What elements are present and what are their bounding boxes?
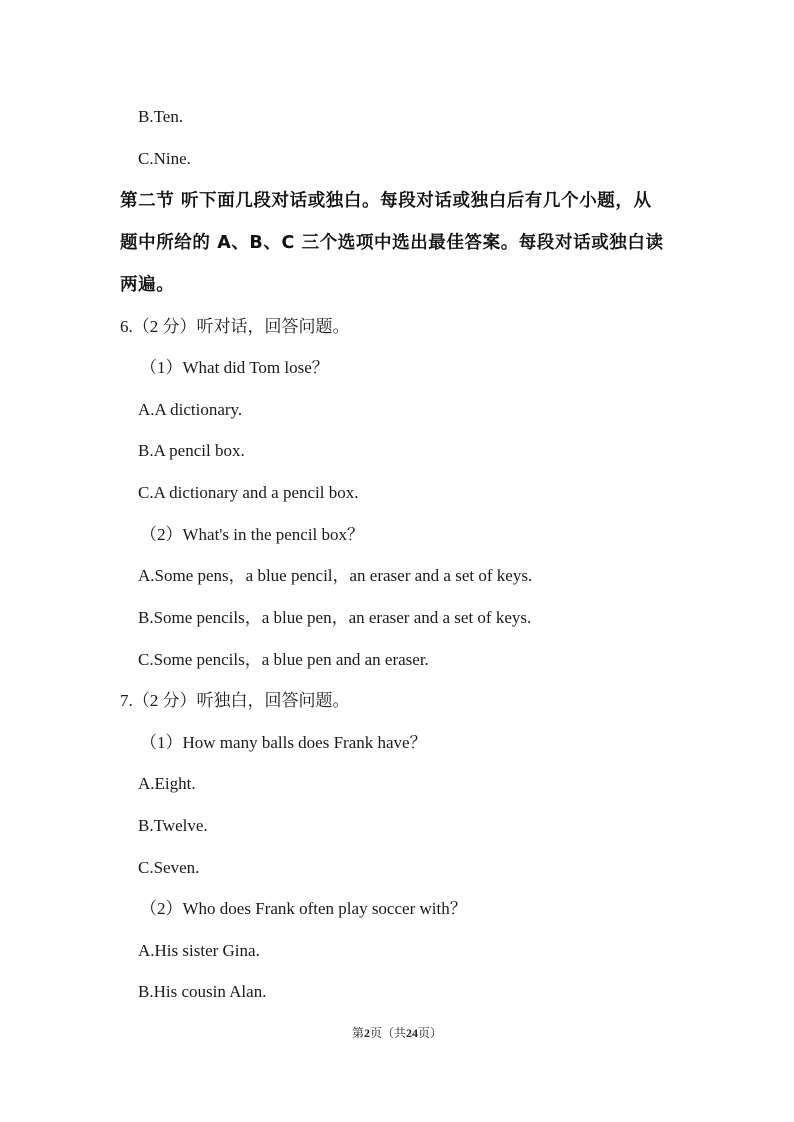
question-7-stem: 7.（2 分）听独白，回答问题。: [120, 691, 350, 710]
question-7-2-option-b: B.His cousin Alan.: [138, 982, 267, 1001]
footer-prefix: 第: [351, 1026, 364, 1040]
footer-total-pages: 24: [406, 1026, 418, 1040]
option-c-nine: C.Nine.: [138, 149, 191, 168]
footer-suffix: 页）: [418, 1026, 443, 1040]
question-6-1-option-a: A.A dictionary.: [138, 400, 243, 419]
question-6-1-option-c: C.A dictionary and a pencil box.: [138, 483, 359, 502]
question-7-1: （1）How many balls does Frank have？: [140, 733, 427, 752]
question-7-1-option-b: B.Twelve.: [138, 816, 208, 835]
question-6-2-option-a: A.Some pens，a blue pencil，an eraser and a set of keys.: [138, 566, 533, 585]
footer-page-number: 2: [363, 1026, 370, 1040]
section-line-2: 题中所给的 A、B、C 三个选项中选出最佳答案。每段对话或独白读: [120, 233, 664, 253]
question-7-1-option-a: A.Eight.: [138, 774, 196, 793]
question-6-stem: 6.（2 分）听对话，回答问题。: [120, 317, 350, 336]
question-6-2-option-b: B.Some pencils，a blue pen，an eraser and a set of keys.: [138, 608, 532, 627]
question-6-1: （1）What did Tom lose？: [140, 358, 329, 377]
question-7-2: （2）Who does Frank often play soccer with？: [140, 899, 467, 918]
question-7-1-option-c: C.Seven.: [138, 858, 200, 877]
footer-middle: 页（共: [369, 1026, 406, 1040]
question-6-2-option-c: C.Some pencils，a blue pen and an eraser.: [138, 650, 429, 669]
question-6-1-option-b: B.A pencil box.: [138, 441, 245, 460]
section-line-1: 第二节 听下面几段对话或独白。每段对话或独白后有几个小题，从: [120, 191, 652, 211]
question-7-2-option-a: A.His sister Gina.: [138, 941, 260, 960]
option-b-ten: B.Ten.: [138, 107, 184, 126]
section-instructions: [120, 180, 680, 306]
page-footer: [0, 1025, 794, 1041]
section-line-3: 两遍。: [120, 275, 175, 295]
question-6-2: （2）What's in the pencil box？: [140, 525, 365, 544]
